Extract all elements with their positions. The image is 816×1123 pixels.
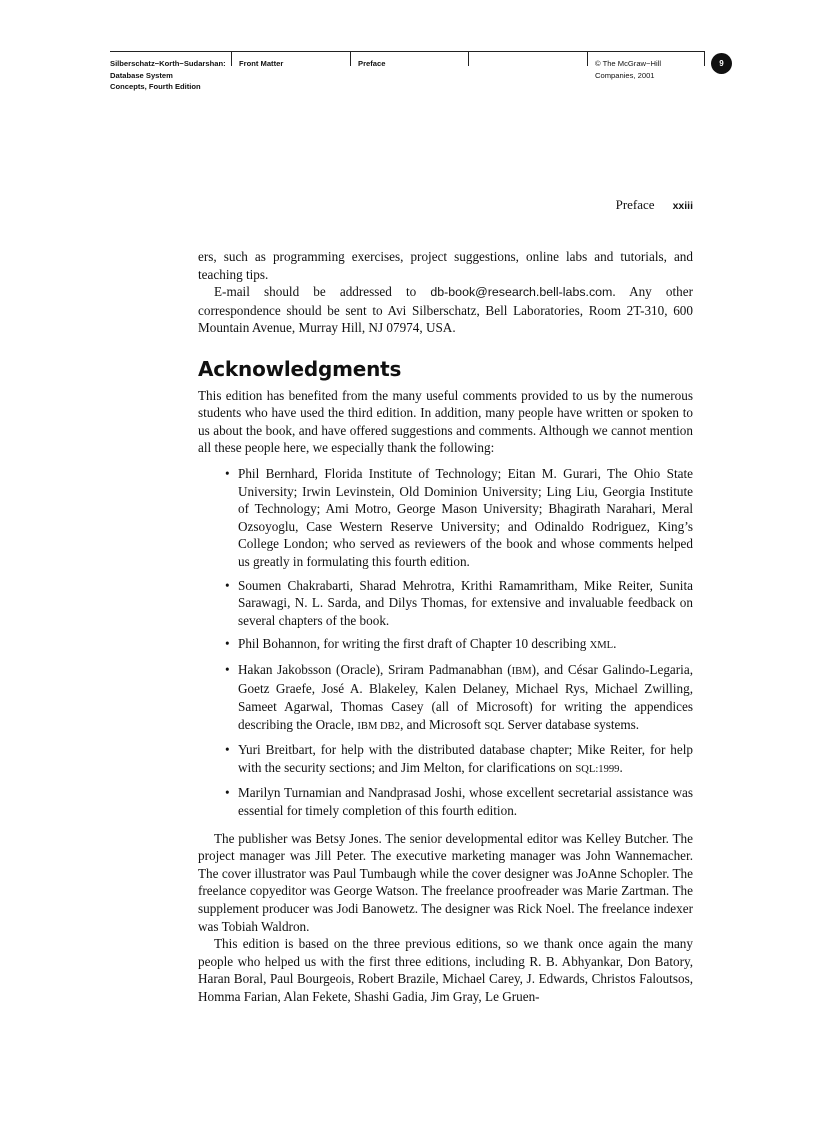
header-rule <box>110 51 704 52</box>
list-item-text: Phil Bohannon, for writing the first draft of Chapter 10 describing <box>238 636 590 652</box>
intro-paragraph-1: ers, such as programming exercises, project suggestions, online labs and tutorials, and teaching tips. <box>198 249 693 282</box>
bullet-icon: • <box>225 636 230 652</box>
acronym-xml: XML <box>589 640 614 652</box>
page-body <box>198 248 693 1006</box>
list-item-text: . <box>619 759 623 775</box>
list-item-text: Hakan Jakobsson (Oracle), Sriram Padmanabhan ( <box>238 661 512 677</box>
header-divider <box>704 51 705 66</box>
section-heading: Acknowledgments <box>198 356 402 381</box>
list-item <box>225 661 693 735</box>
bullet-icon: • <box>225 465 230 481</box>
header-divider <box>587 51 588 66</box>
contact-email: db-book@research.bell-labs.com <box>430 285 613 300</box>
header-book-title-2: Concepts, Fourth Edition <box>110 82 201 91</box>
running-head <box>560 197 693 213</box>
header-copyright <box>595 58 661 81</box>
header-book-title-1: Database System <box>110 70 173 80</box>
acronym-sql-1999: SQL:1999 <box>575 763 620 775</box>
bullet-icon: • <box>225 661 230 677</box>
header-chapter: Preface <box>358 59 386 68</box>
running-head-title: Preface <box>615 197 655 212</box>
header-divider <box>468 51 469 66</box>
bullet-icon: • <box>225 577 230 593</box>
acronym-sql: SQL <box>484 720 505 732</box>
list-item <box>225 741 693 778</box>
publisher-paragraph: The publisher was Betsy Jones. The senior developmental editor was Kelley Butcher. The project manager was Jill Peter. The executive marketing manager was John Wannemacher. The cover illustrator was Paul Tumbaugh while the cover designer was JoAnne Schopler. The freelance copyeditor was George Watson. The freelance proofreader was Marie Zartman. The supplement producer was Jodi Banowetz. The designer was Rick Noel. The freelance indexer was Tobiah Waldron. <box>198 830 693 934</box>
list-item <box>225 465 693 571</box>
list-item-text: Yuri Breitbart, for help with the distributed database chapter; Mike Reiter, for help with the security sections; and Jim Melton, for clarifications on <box>238 742 693 775</box>
email-text-before: E-mail should be addressed to <box>214 284 431 300</box>
list-item-text: Soumen Chakrabarti, Sharad Mehrotra, Krithi Ramamritham, Mike Reiter, Sunita Sarawagi, N. L. Sarda, and Dilys Thomas, for extensive and invaluable feedback on several chapters of the book. <box>238 577 693 628</box>
header-divider <box>231 51 232 66</box>
header-divider <box>350 51 351 66</box>
list-item-text: , and Microsoft <box>400 716 485 732</box>
running-header <box>110 51 704 105</box>
acknowledgments-intro: This edition has benefited from the many useful comments provided to us by the numerous students who have used the third edition. In addition, many people have written or spoken to us about the book, and have offered suggestions and comments. Although we cannot mention all these people here, we especially thank the following: <box>198 387 693 456</box>
list-item-text: Marilyn Turnamian and Nandprasad Joshi, whose excellent secretarial assistance was essential for timely completion of this fourth edition. <box>238 785 693 819</box>
list-item <box>225 784 693 819</box>
header-copyright-line2: Companies, 2001 <box>595 70 655 80</box>
list-item <box>225 635 693 655</box>
intro-paragraph-2 <box>198 283 693 337</box>
list-item-text: . <box>613 636 617 652</box>
thanks-list <box>198 465 693 820</box>
bullet-icon: • <box>225 742 230 758</box>
email-text-after: . Any other correspondence should be sent to Avi Silberschatz, Bell Laboratories, Room 2T-310, 600 Mountain Avenue, Murray Hill, NJ 07974, USA. <box>198 284 693 336</box>
previous-editions-paragraph: This edition is based on the three previous editions, so we thank once again the many people who helped us with the first three editions, including R. B. Abhyankar, Don Batory, Haran Boral, Paul Bourgeois, Robert Brazile, Michael Carey, J. Edwards, Christos Faloutsos, Homma Farian, Alan Fekete, Shashi Gadia, Jim Gray, Le Gruen- <box>198 936 693 1004</box>
header-book-info <box>110 58 228 93</box>
bullet-icon: • <box>225 785 230 801</box>
header-authors: Silberschatz−Korth−Sudarshan: <box>110 59 226 68</box>
list-item-text: Server database systems. <box>504 716 640 732</box>
list-item-text: Phil Bernhard, Florida Institute of Technology; Eitan M. Gurari, The Ohio State University; Irwin Levinstein, Old Dominion University; Ling Liu, Georgia Institute of Technology; Ami Motro, George Mason University; Bhagirath Narahari, Meral Ozsoyoglu, Case Western Reserve University; and Odinaldo Rodriguez, King’s College London; who served as reviewers of the book and whose comments helped us greatly in formulating this fourth edition. <box>238 465 693 569</box>
header-section: Front Matter <box>239 59 284 68</box>
list-item-text: ), and César Galindo-Legaria, Goetz Graefe, José A. Blakeley, Kalen Delaney, Michael Rys, Michael Zwilling, Sameet Agarwal, Thomas Casey (all of Microsoft) for writing the appendices describing the Oracle, <box>238 661 693 732</box>
page-folio: xxiii <box>672 200 693 212</box>
header-copyright-line1: © The McGraw−Hill <box>595 59 662 68</box>
acronym-ibm: IBM <box>511 665 532 677</box>
list-item <box>225 577 693 630</box>
page-number-badge: 9 <box>711 53 732 74</box>
acronym-ibm-db2: IBM DB2 <box>357 720 401 732</box>
